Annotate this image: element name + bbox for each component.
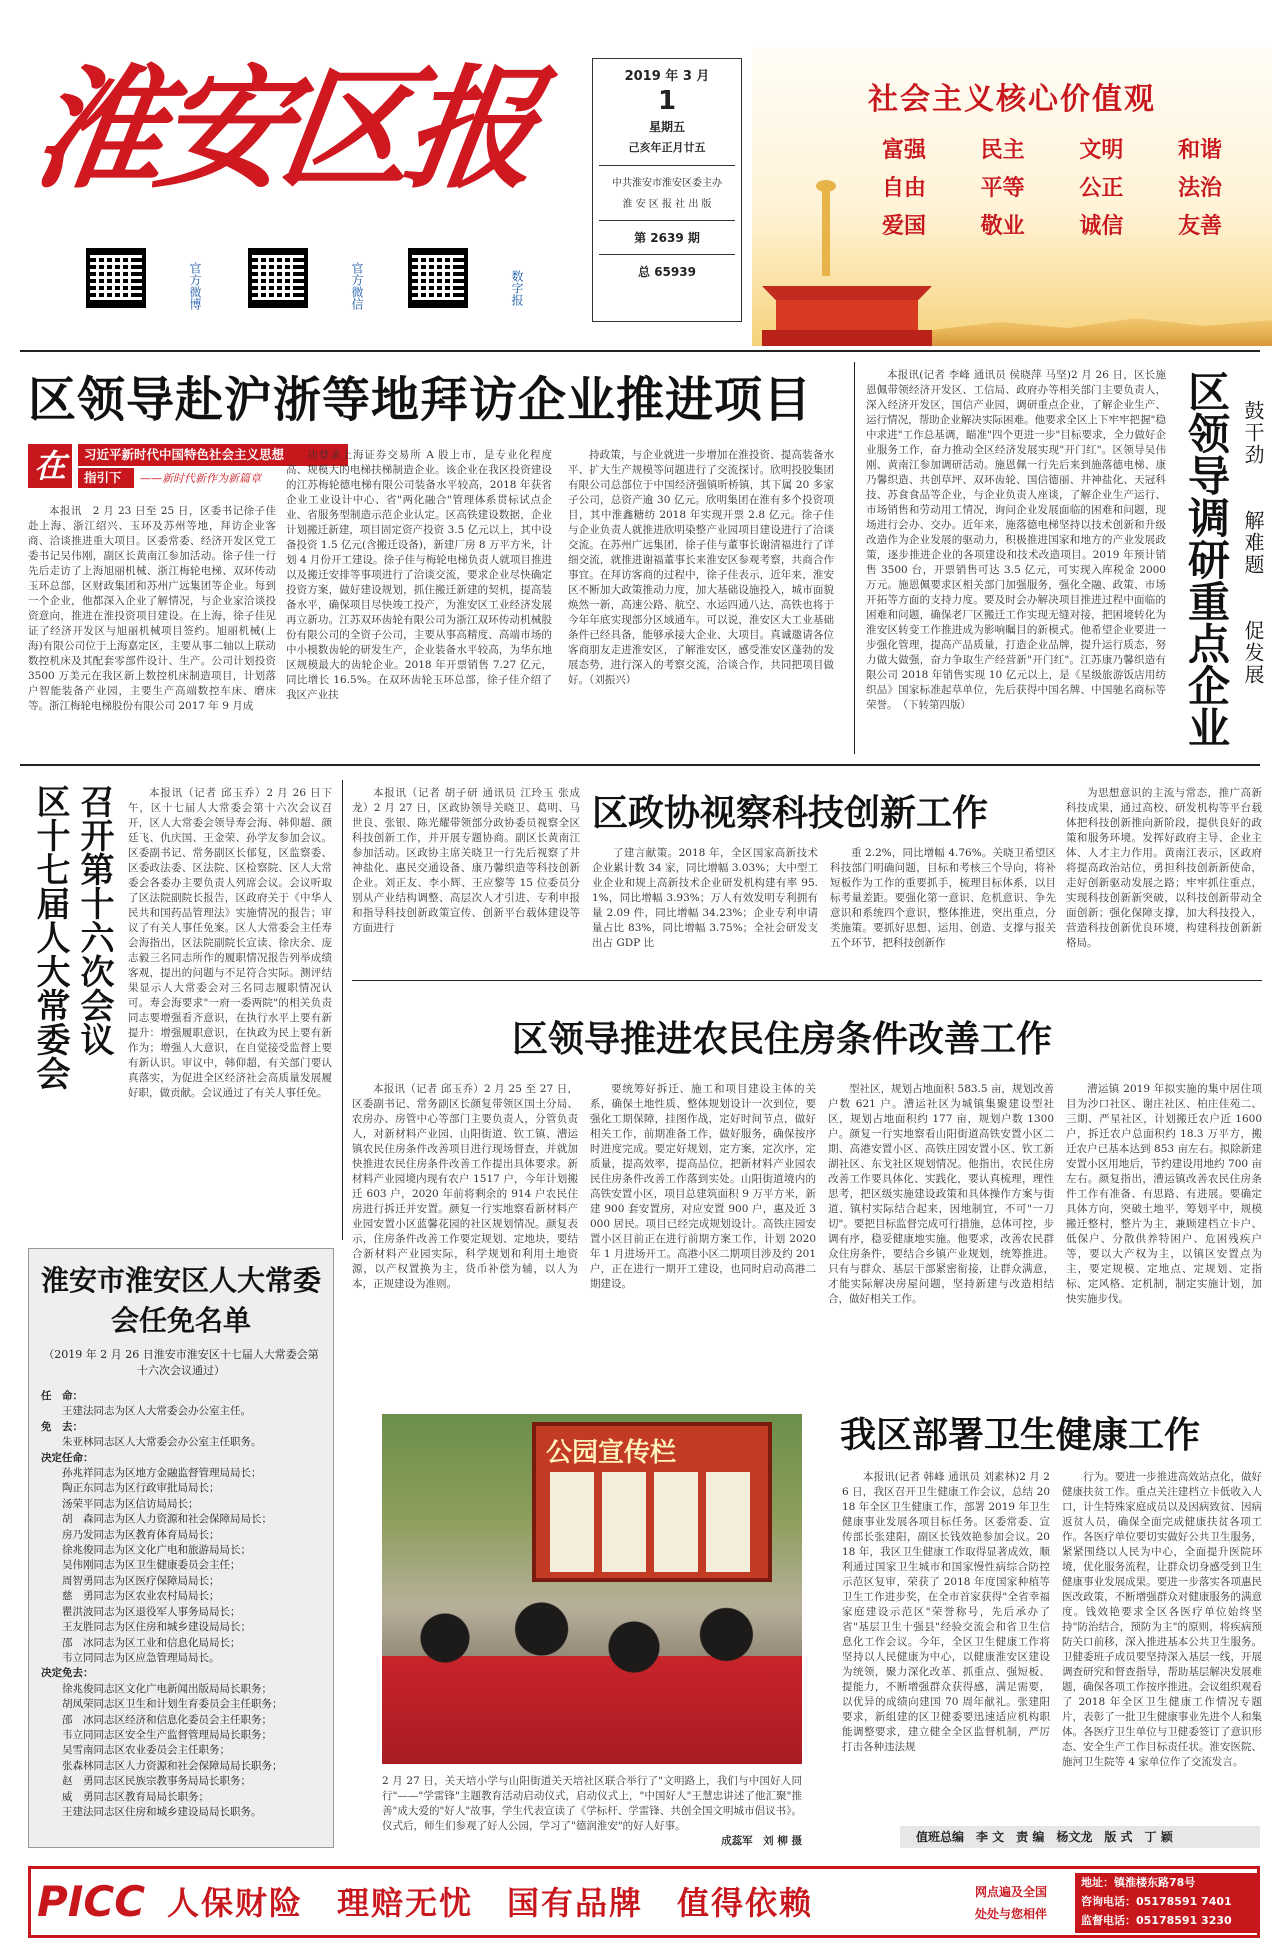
date-weekday: 星期五 [648, 120, 685, 134]
appointment-line: 吴雪南同志区农业委员会主任职务； [62, 1744, 230, 1757]
qr-label-weibo: 官方微博 [188, 262, 202, 310]
cppcc-headline: 区政协视察科技创新工作 [592, 793, 989, 834]
appointment-line: 王建法同志区住房和城乡建设局局长职务。 [62, 1805, 262, 1818]
values-title: 社会主义核心价值观 [868, 82, 1156, 117]
health-headline: 我区部署卫生健康工作 [840, 1415, 1201, 1456]
value-word: 公正 [1079, 176, 1124, 201]
appointment-line: 胡 森同志为区人力资源和社会保障局局长； [62, 1513, 272, 1526]
appointment-line: 邵 冰同志为区工业和信息化局局长； [62, 1636, 241, 1649]
research-text: 本报讯(记者 李峰 通讯员 侯晓萍 马坚)2 月 26 日，区长施恩佩带领经济开发区、工信局、政府办等相关部门主要负责人，深入经济开发区，国信产业园，调研重点企业，了解企业生产、运行情况，帮助企业解决实际困难。他要求全区上下牢牢把握"稳中求进"工作总基调，瞄准"四个更进一步"目标要求，全力做好企业服务工作，奋力推动全区经济发展实现"开门红"。区领导吴伟刚、黄南江参加调研活动。施恩佩一行先后来到施落德电梯、康乃馨织造、共创草坪、双环齿轮、国信德丽、井神盐化、天冠科技、苏食食品等企业，与企业负责人座谈，了解企业生产运行、市场销售和劳动用工情况，询问企业发展面临的困难和问题，现场进行会办、交办。近年来，施落德电梯坚持以技术创新和升级改造作为企业发展的驱动力，积极推进国家和地方的产业发展政策，逐步推进企业的各项建设和技术改造项目。2019 年预计销售 3500 台，开票销售可达 3.5 亿元，可实现入库税金 2000 万元。施恩佩要求区相关部门加强服务，强化全融、政策、市场开拓等方面的支持力度。要及时会办解决项目推进过程中面临的困难和问题，确保老厂区搬迁工作实现无缝对接，把困境转化为淮安区转变工作推进成为影响瞩目的新模式。他希望企业要进一步强化管理，提高产品质量，打造企业品牌，提升运行质态，努力做大做强，奋力争取生产经营新"开门红"。江苏康乃馨织造有限公司 2018 年销售实现 10 亿元以上，是《星级旅游饭店用纺织品》国家标准起草单位，先后获得中国名牌、中国驰名商标等荣誉。 （下转第四版） [866, 369, 1166, 711]
value-word: 诚信 [1079, 214, 1124, 239]
students-crowd [382, 1584, 802, 1764]
epaper-qr-icon[interactable] [408, 248, 468, 308]
appointment-line: 胡凤荣同志区卫生和计划生育委员会主任职务； [62, 1698, 283, 1711]
value-word: 友善 [1177, 214, 1222, 239]
date-lunar: 己亥年正月廿五 [628, 141, 706, 154]
farm-headline: 区领导推进农民住房条件改善工作 [512, 1019, 1053, 1060]
bulletin-sign: 公园宣传栏 [546, 1438, 677, 1468]
cppcc-col-1: 本报讯（记者 胡子研 通讯员 江玲玉 张成龙）2 月 27 日，区政协领导关晓卫、葛明、马世良、张银、陈光耀带领部分政协委员视察全区科技创新工作，并开展专题协商。副区长黄南江参加活动。区政协主席关晓卫一行先后视察了井神盐化、惠民交通设备、康乃馨织造等科技创新企业。刘正友、李小辉、王应黎等 15 位委员分别从产业结构调整、高层次人才引进、专利申报和指导科技创新政策宣传、创新平台载体建设等方面进行 [352, 787, 580, 934]
appointment-line: 决定任命： [41, 1451, 94, 1464]
health-col-1: 本报讯(记者 韩峰 通讯员 刘素林)2 月 26 日，我区召开卫生健康工作会议，总结 2018 年全区卫生健康工作，部署 2019 年卫生健康事业发展各项目标任务。区委常委、宣传部长张建阳，副区长钱效艳参加会议。2018 年，我区卫生健康工作取得显著成效，顺利通过国家卫生城市和国家慢性病综合防控示范区复审，荣获了 2018 年度国家种植等卫生工作进步奖，在全市首家获得"全省幸福家庭建设示范区"荣誉称号，先后承办了省"基层卫生十强县"经验交流会和省卫生信息化工作会议。今年，全区卫生健康工作将坚持以人民健康为中心，以健康淮安区建设为统领，聚力深化改革、抓重点、强短板、提能力，不断增强群众获得感，满足需要，以优异的成绩向建国 70 周年献礼。张建阳要求，新组建的区卫健委要迅速适应机构职能调整要求，建立健全全区监督机制，严厉打击各种违法规 [842, 1471, 1050, 1753]
appointment-line: 吴伟刚同志为区卫生健康委员会主任； [62, 1559, 241, 1572]
appointment-line: 孙兆祥同志为区地方金融监督管理局局长； [62, 1467, 262, 1480]
appointment-line: 周智勇同志为区医疗保障局局长； [62, 1574, 220, 1587]
masthead [0, 0, 1280, 350]
values-row [882, 212, 1222, 242]
appointment-title: 淮安市淮安区人大常委会任免名单 [41, 1264, 322, 1337]
appointment-line: 任 命： [41, 1390, 83, 1402]
lead-headline: 区领导赴沪浙等地拜访企业推进项目 [28, 372, 813, 428]
value-word: 法治 [1177, 176, 1222, 201]
appointment-line: 慈 勇同志为区农业农村局局长； [62, 1590, 220, 1603]
appointment-box [28, 1248, 334, 1848]
value-word: 平等 [980, 176, 1025, 201]
value-word: 富强 [882, 138, 927, 163]
values-row [882, 174, 1222, 204]
research-subs: 鼓干劲 解难题 促发展 [1241, 400, 1265, 686]
appointment-line: 汤荣平同志为区信访局局长； [62, 1497, 199, 1510]
appointment-line: 威 勇同志区教育局局长职务； [62, 1790, 209, 1803]
picc-small-1: 网点遍及全国 [975, 1885, 1048, 1899]
appointment-line: 决定免去： [41, 1667, 94, 1680]
farm-col-3: 型社区，规划占地面积 583.5 亩，规划改善户数 621 户。漕运社区为城镇集聚建设型社区，规划占地面积约 177 亩，规划户数 1300 户。颜复一行实地察看山阳街道高铁安置小区二期、高港安置小区、高铁庄园安置小区、钦工新湖社区、东戈社区规划情况。他指出，农民住房改善工作要具体化、实践化，要认真梳理，理性思考，把区级实施建设政策和具体操作方案与街道、镇村实际结合起来，因地制宜，不可"一刀切"。要把目标监督完成可行措施，总体可控，步调有序，稳妥健康地实施。他要求，改善农民群众住房条件，要结合乡镇产业规划，统筹推进。只有与群众、基层干部紧密衔接，让群众满意，才能实际解决房屋问题，坚持新建与改造相结合，做好相关工作。 [828, 1083, 1054, 1305]
core-values-banner [752, 46, 1272, 346]
photo [382, 1414, 802, 1764]
appointment-line: 王友胜同志为区住房和城乡建设局局长； [62, 1621, 251, 1634]
photo-caption: 2 月 27 日，关天培小学与山阳街道关天培社区联合举行了"文明路上，我们与中国好人同行"——"学雷锋"主题教育活动启动仪式，启动仪式上，"中国好人"王慧忠讲述了他汇聚"推善"成大爱的"好人"故事，学生代表宣读了《学标杆、学雷锋、共创全国文明城市倡议书》。仪式后，师生们参观了好人公园，学习了"德润淮安"的好人好事。 成蕊军 刘 柳 摄 [382, 1775, 802, 1847]
farm-col-2: 要统筹好拆迁、施工和项目建设主体的关系，确保土地性质、整体规划设计一次到位，要强化工期保障，挂图作战，定好时间节点，做好相关工作，前期准备工作，做好服务，确保按序时进度完成。要定好规划，定方案，定次序，定质量，提高效率，提高品位，把新材料产业园农民住房条件改善工作落到实处。山阳街道境内的高铁安置小区，项目总建筑面积 9 万平方米，新建 900 套安置房，对应安置 900 户，惠及近 3000 居民。项目已经完成规划设计。高铁庄园安置小区目前正在进行前期方案工作，计划 2020 年 1 月进场开工。高港小区二期项目涉及约 201 户，正在进行一期开工建设，也同时启动高港二期建设。 [590, 1083, 816, 1290]
great-wall-graphic [932, 306, 1272, 346]
picc-address: 地址：镇淮楼东路78号 [1081, 1876, 1196, 1889]
publisher-line: 淮 安 区 报 社 出 版 [622, 199, 712, 210]
picc-tel-1: 咨询电话：05178591 7401 [1081, 1895, 1232, 1908]
npc-vtitle-2: 召开第十六次会议 [74, 784, 114, 1056]
appointment-line: 赵 勇同志区民族宗教事务局局长职务； [62, 1775, 251, 1788]
appointment-line: 瞿洪波同志为区退役军人事务局局长； [62, 1605, 241, 1618]
bulletin-board [532, 1422, 772, 1582]
appointment-line: 韦立同同志区安全生产监督管理局局长职务； [62, 1728, 272, 1741]
npc-text: 本报讯（记者 邱玉乔）2 月 26 日下午，区十七届人大常委会第十六次会议召开，区人大常委会领导寿会海、韩仰超、颜廷飞、仇庆国、王金荣、孙学友参加会议。区委副书记、常务副区长郁复，区监察委、区委政法委、区法院、区检察院、区人大常委会各委办主要负责人列席会议。会议听取了区法院副院长报告，区政府关于《中华人民共和国药品管理法》实施情况的报告；审议了有关人事任免案。区人大常委会主任寿会海指出，区法院副院长宣读、徐庆余、庞志毅三名同志所作的履职情况报告列举成绩客观，提出的问题与不足符合实际。测评结果显示人大常委会对三名同志履职情况认可。寿会海要求"一府一委两院"的相关负责同志要增强看齐意识，在执行水平上要有新提升：增强履职意识，在执政为民上要有新作为；增强人大意识，在自觉接受监督上要有新认识。审议中，韩仰超，有关部门要认真落实，为促进全区经济社会高质量发展履好职，做贡献。会议通过了有关人事任免。 [128, 787, 332, 1099]
appointment-line: 徐兆俊同志区文化广电新闻出版局局长职务； [62, 1682, 272, 1695]
appointment-line: 免 去： [41, 1420, 83, 1433]
sponsor-line: 中共淮安市淮安区委主办 [612, 178, 722, 189]
tag-sub: ——新时代新作为新篇章 [140, 472, 261, 485]
editors-bar: 值班总编 李 文 责 编 杨文龙 版 式 丁 颖 [900, 1826, 1260, 1848]
appointment-line: 王建法同志为区人大常委会办公室主任。 [62, 1405, 251, 1418]
values-grid [882, 136, 1222, 250]
appointment-sub: （2019 年 2 月 26 日淮安市淮安区十七届人大常委会第十六次会议通过） [43, 1348, 319, 1377]
value-word: 敬业 [980, 214, 1025, 239]
total-number: 总 65939 [638, 265, 696, 279]
tag-char: 在 [28, 444, 72, 488]
value-word: 文明 [1079, 138, 1124, 163]
photo-credit: 成蕊军 刘 柳 摄 [721, 1835, 802, 1847]
appointment-line: 张森林同志区人力资源和社会保障局局长职务； [62, 1759, 283, 1772]
farm-col-4: 漕运镇 2019 年拟实施的集中居住项目为沙口社区、谢庄社区、柏庄佳苑二、三期、严星社区，计划搬迁农户近 1600 户，拆迁农户总面积约 18.3 万平方，搬迁农户已基本达到 853 亩左右。拟除新建安置小区用地后，节约建设用地约 700 亩左右。颜复指出，漕运镇改善农民住房条件工作有准备、有思路、有进展。要确定具体方向，突破土地平，筹划平中，规模搬迁整村，整片为主，兼顾建档立卡户、低保户、分散供养特困户、危困残疾户等，要以大产权为主，以镇区安置点为主，要定规模、定地点、定规划、定指标、定风格、定机制，制定实施计划，加快实施步伐。 [1066, 1083, 1262, 1305]
values-row [882, 136, 1222, 166]
issue-number: 第 2639 期 [634, 231, 700, 245]
lead-col-1: 本报讯 2 月 23 日至 25 日，区委书记徐子佳赴上海、浙江绍兴、玉环及苏州等地，拜访企业客商、洽谈推进重大项目。区委常委、经济开发区党工委书记吴伟刚，副区长黄南江参加活动。徐子佳一行先后走访了上海旭丽机械、浙江梅轮电梯、双环传动玉环总部，区财政集团和苏州广远集团等企业。每到一个企业，他都深入企业了解情况，与企业家洽谈投资意向，推进在淮投资项目建设。在上海，徐子佳见证了经济开发区与旭丽机械项目签约。旭丽机械(上海)有限公司位于上海嘉定区，主要从事二轴以上联动数控机床及其配套零部件设计、生产。公司计划投资 3500 万美元在我区新上数控机床制造项目，计划落户智能装备产业园，主要生产高端数控车床、磨床等。浙江梅轮电梯股份有限公司 2017 年 9 月成 [28, 505, 276, 712]
picc-ad[interactable] [28, 1866, 1260, 1938]
appointment-line: 陶正东同志为区行政审批局局长； [62, 1482, 220, 1495]
value-word: 自由 [882, 176, 927, 201]
picc-tel-2: 监督电话：05178591 3230 [1081, 1914, 1232, 1927]
value-word: 和谐 [1177, 138, 1222, 163]
tag-line1: 习近平新时代中国特色社会主义思想 [78, 444, 348, 466]
tag-line2: 指引下 [78, 468, 134, 488]
npc-vtitle-1: 区十七届人大常委会 [30, 784, 70, 1090]
picc-contact [1075, 1873, 1257, 1933]
picc-slogan: 人保财险 理赔无忧 国有品牌 值得依赖 [167, 1884, 814, 1922]
value-word: 爱国 [882, 214, 927, 239]
appointment-line: 朱亚林同志区人大常委会办公室主任职务。 [62, 1436, 262, 1449]
farm-col-1: 本报讯（记者 邱玉乔）2 月 25 至 27 日，区委副书记、常务副区长颜复带领区国土分局、农房办、房管中心等部门主要负责人，分管负责人，对新材料产业园、山阳街道、钦工镇、漕运镇农民住房条件改善项目进行现场督查，并就加快推进农民住房条件改善工作提出具体要求。新材料产业园境内现有农户 1517 户，今年计划搬迁 603 户，2020 年前将剩余的 914 户农民住房进行拆迁并安置。颜复一行实地察看新材料产业园安置小区蓝馨花园的社区规划情况。颜复表示，住房条件改善工作要定规划、定地块，要结合新材料产业园实际，科学规划和利用土地资源，以产权置换为主，货币补偿为辅，以人为本，正规建设为准则。 [352, 1083, 578, 1290]
newspaper-logo: 淮安区报 [23, 52, 541, 207]
appointment-line: 邵 冰同志区经济和信息化委员会主任职务； [62, 1713, 272, 1726]
cppcc-col-2: 了建言献策。2018 年，全区国家高新技术企业累计数 34 家，同比增幅 3.03%；大中型工业企业和规上高新技术企业研发机构建有率 95.1%，同比增幅 3.93%；万人有效发明专利拥有量 2.09 件，同比增幅 34.23%；企业专利申请量占比 83%，同比增幅 3.75%；全社会研发支出占 GDP 比 [592, 847, 818, 949]
weibo-qr-icon[interactable] [86, 248, 146, 308]
appointment-line: 徐兆俊同志为区文化广电和旅游局局长； [62, 1544, 251, 1557]
appointment-line: 韦立同同志为区应急管理局局长。 [62, 1651, 220, 1664]
date-day: 1 [657, 86, 677, 116]
health-col-2: 行为。要进一步推进高效站点化，做好健康扶贫工作。重点关注建档立卡低收入人口，计生特殊家庭成员以及因病致贫、因病返贫人员，确保全面完成健康扶贫各项工作。各医疗单位要切实做好公共卫生服务，紧紧围绕以人民为中心，全面提升医院环境，优化服务流程，让群众切身感受到卫生健康事业发展成果。要进一步落实各项惠民医改政策，不断增强群众对健康服务的满意度。钱效艳要求全区各医疗单位始终坚持"防治结合，预防为主"的原则，将疾病预防关口前移，深入推进基本公共卫生服务。卫健委班子成员要坚持深入基层一线，开展调查研究和督查指导，帮助基层解决发展难题，确保各项工作按序推进。会议组织观看了 2018 年全区卫生健康工作情况专题片，表彰了一批卫生健康事业先进个人和集体。各医疗卫生单位与卫健委签订了意识形态、安全生产工作目标责任状。淮安医院、施河卫生院等 4 家单位作了交流发言。 [1062, 1471, 1262, 1768]
appointment-list [41, 1389, 321, 1820]
appointment-line: 房乃发同志为区教育体育局局长； [62, 1528, 220, 1541]
date-month: 2019 年 3 月 [624, 69, 710, 84]
value-word: 民主 [980, 138, 1025, 163]
cppcc-col-3: 重 2.2%，同比增幅 4.76%。关晓卫希望区科技部门明确问题，目标和考核三个导向，将补短板作为工作的重要抓手，梳理目标体系，以目标考量差距。要强化第一意识、危机意识、争先意识和系统四个意识，整体推进，突出重点，分类施策。要抓好思想、运用、创造、支撑与报关五个环节，把科技创新作 [830, 847, 1056, 949]
picc-small-2: 处处与您相伴 [975, 1907, 1048, 1921]
qr-label-wechat: 官方微信 [350, 262, 364, 310]
lead-col-2: 功登录上海证券交易所 A 股上市，是专业化程度高、规模大的电梯扶梯制造企业。该企业在我区投资建设的江苏梅轮德电梯有限公司装备水平较高，2018 年获省企业工业设计中心、省"两化融合"管理体系贯标试点企业、省服务型制造示范企业认定。区高铁建设数据，企业计划搬迁新建，项目固定资产投资 3.5 亿元以上，其中设备投资 1.5 亿元(含搬迁设备)，新建厂房 8 万平方米，计划 4 月份开工建设。徐子佳与梅轮电梯负责人就项目推进以及搬迁安排等事项进行了洽谈交流，要求企业尽快确定投资方案，做好建设规划，抓住搬迁新建的契机，提高装备水平，确保项目尽快竣工投产，为淮安区工业经济发展再立新功。江苏双环齿轮有限公司为浙江双环传动机械股份有限公司的全资子公司，主要从事高精度、高端市场的中小模数齿轮的研发生产，企业装备水平较高，为华东地区规模最大的齿轮企业。2018 年开票销售 7.27 亿元，同比增长 16.5%。在双环齿轮玉环总部，徐子佳介绍了我区产业扶 [286, 449, 552, 701]
date-box [592, 58, 742, 322]
cppcc-col-4: 为思想意识的主流与常态，推广高新科技成果，通过高校、研发机构等平台载体把科技创新推向新阶段，提供良好的政策和服务环境。发挥好政府主导、企业主体、人才主力作用。黄南江表示，区政府将提高政治站位，勇担科技创新新使命，走好创新驱动发展之路；牢牢抓住重点，实现科技创新新突破，以科技创新带动全面创新；强化保障支撑，加大科技投入，营造科技创新优良环境，构建科技创新新格局。 [1066, 787, 1262, 949]
lead-col-3: 持政策，与企业就进一步增加在淮投资、提高装备水平、扩大生产规模等问题进行了交流探讨。欣明投胶集团有限公司总部位于中国经济强镇昕桥镇，其下属 20 多家子公司，总资产逾 30 亿元。欣明集团在淮有多个投资项目，其中淮鑫糖纺 2018 年实现开票 2.8 亿元。徐子佳与企业负责人就推进欣明染整产业园项目建设进行了洽谈交流。在苏州广远集团，徐子佳与董事长谢清福进行了详细交流，就推进谢福董事长来淮安区参观考察，共商合作事宜。在拜访客商的过程中，徐子佳表示，近年来，淮安区不断加大政策推动力度，加大基础设施投入，城市面貌焕然一新，高速公路、航空、水运四通八达，高铁也将于今年年底实现部分区域通车。可以说，淮安区大工业基础条件已经具备，能够承接大企业、大项目。真诚邀请各位客商朋友走进淮安区，了解淮安区，感受淮安区蓬勃的发展态势，进行深入的考察交流，洽谈合作，共同把项目做好。（刘振兴） [568, 449, 834, 686]
picc-logo: PICC [37, 1877, 146, 1926]
wechat-qr-icon[interactable] [248, 248, 308, 308]
qr-label-epaper: 数字报 [510, 270, 524, 306]
research-vtitle: 区领导调研重点企业 [1182, 370, 1231, 748]
